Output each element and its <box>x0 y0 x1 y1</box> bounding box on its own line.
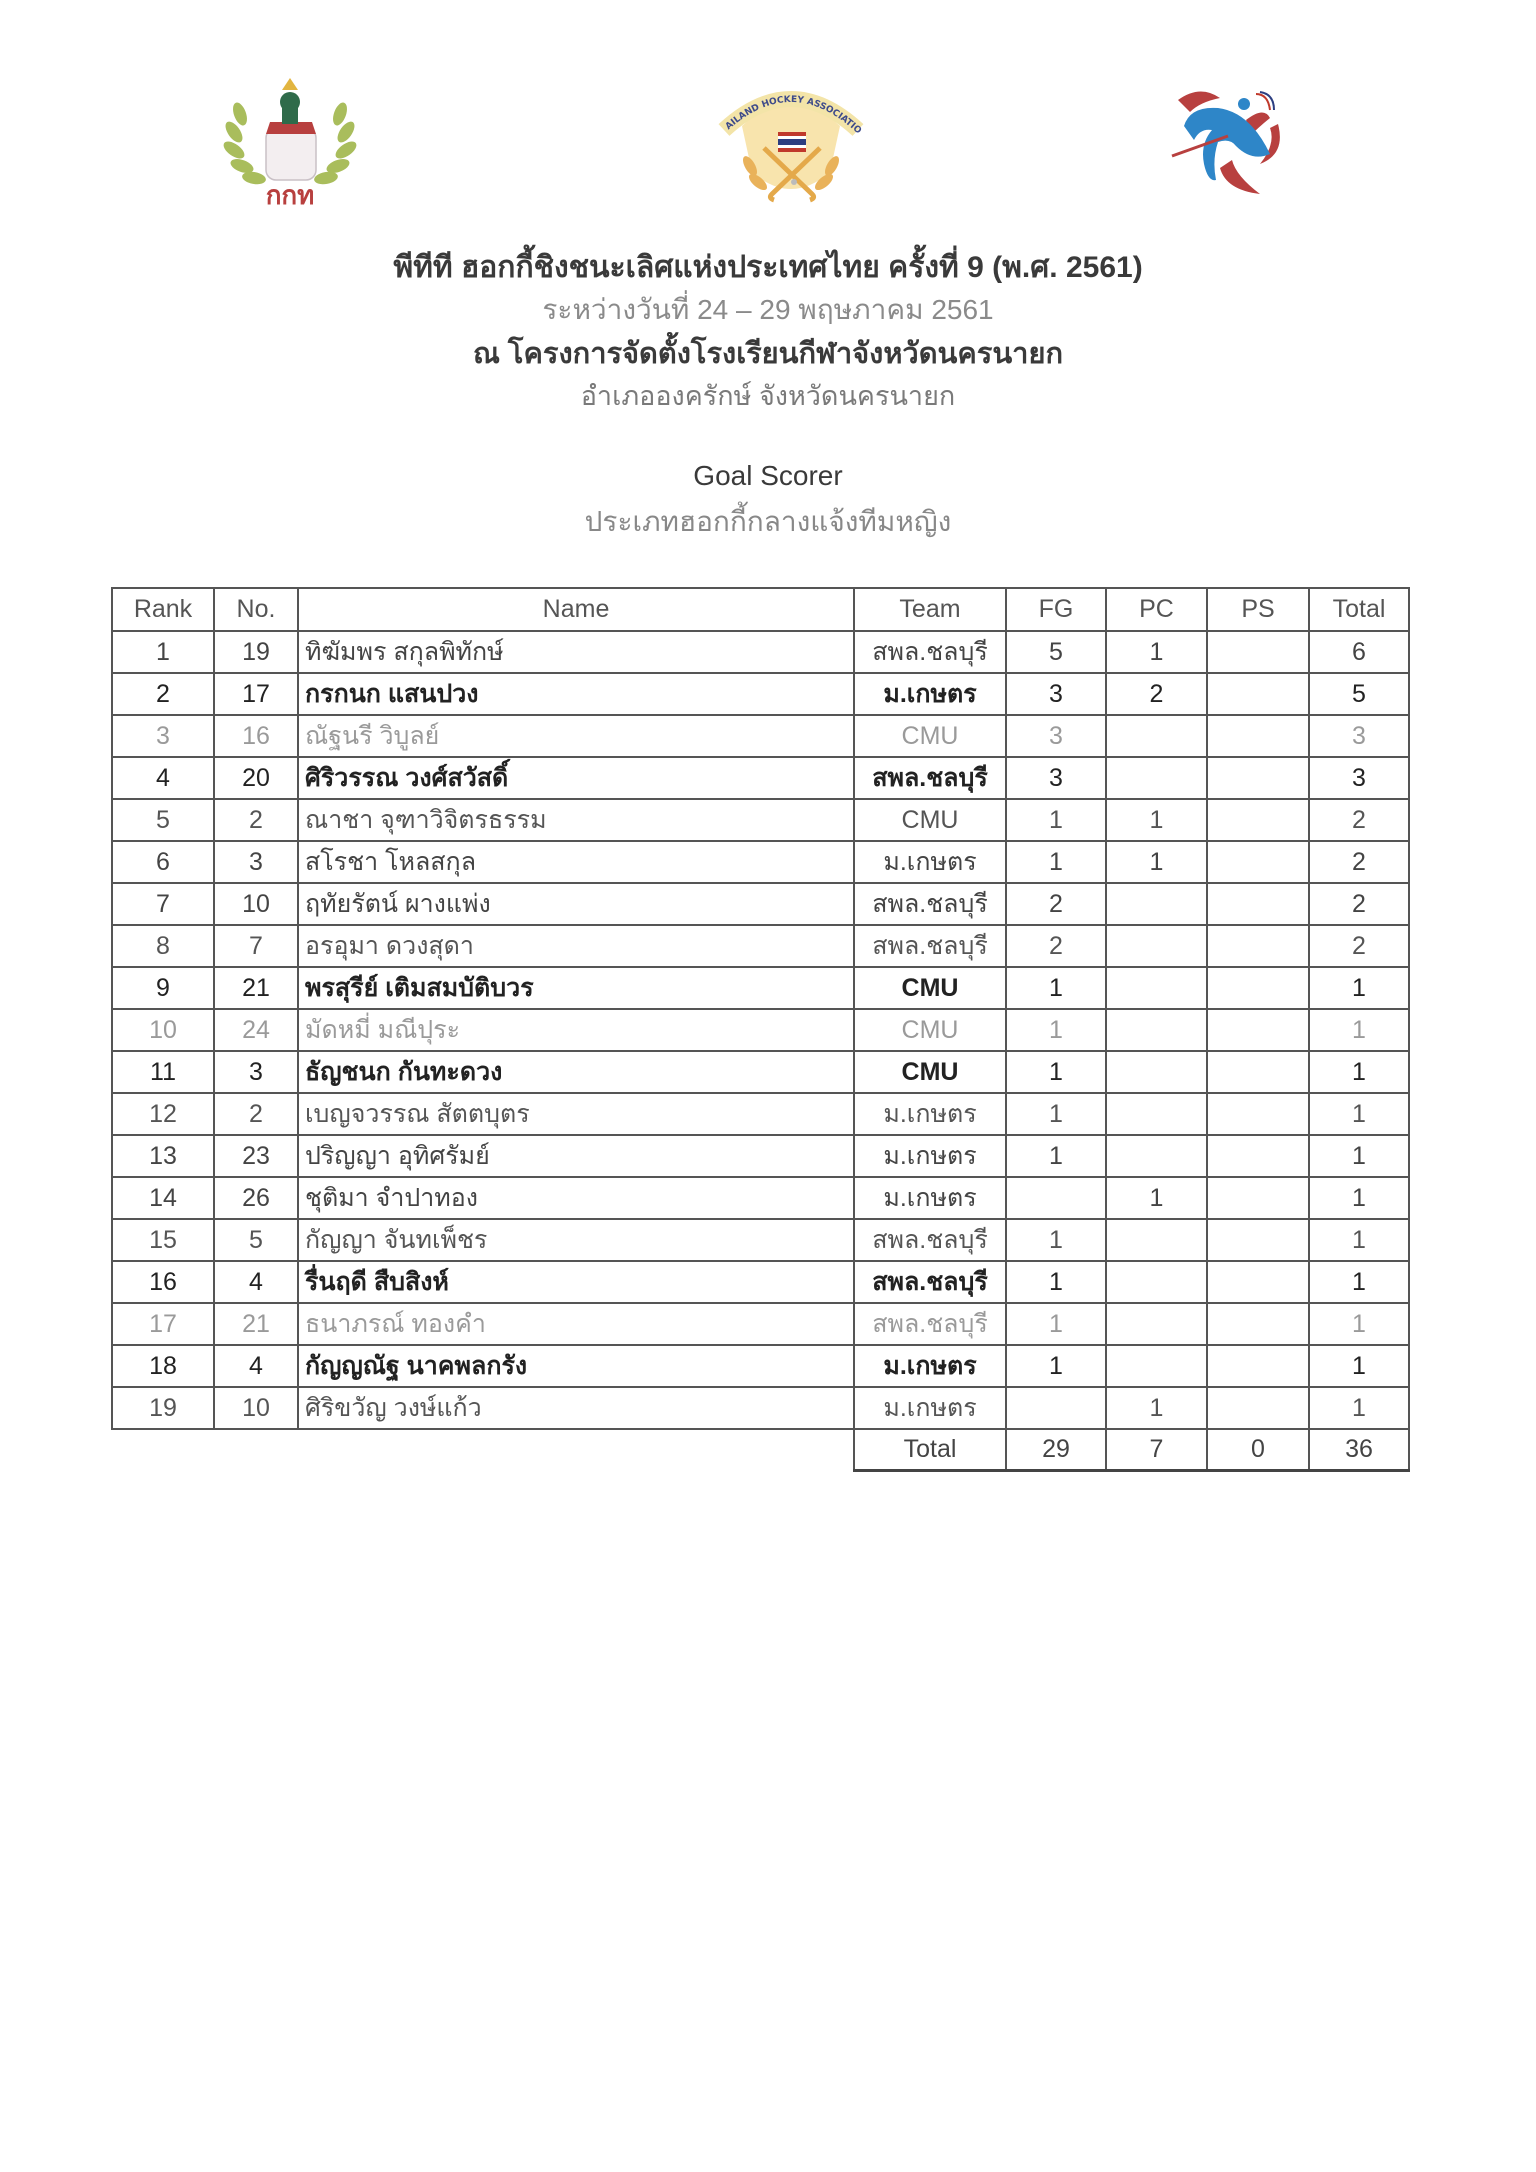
number-cell: 23 <box>214 1135 298 1177</box>
number-cell: 21 <box>214 967 298 1009</box>
total-cell: 1 <box>1309 1009 1409 1051</box>
name-cell: ศิริขวัญ วงษ์แก้ว <box>298 1387 854 1429</box>
pc-cell <box>1106 757 1207 799</box>
pc-cell <box>1106 1135 1207 1177</box>
team-cell: ม.เกษตร <box>854 1093 1006 1135</box>
fg-cell: 1 <box>1006 799 1106 841</box>
pc-cell <box>1106 715 1207 757</box>
column-header-pc: PC <box>1106 588 1207 631</box>
number-cell: 21 <box>214 1303 298 1345</box>
table-row <box>112 967 1409 1009</box>
name-cell: ณาชา จุฑาวิจิตรธรรม <box>298 799 854 841</box>
pc-cell <box>1106 1009 1207 1051</box>
total-cell: 1 <box>1309 1093 1409 1135</box>
pc-cell: 1 <box>1106 799 1207 841</box>
rank-cell: 17 <box>112 1303 214 1345</box>
total-cell: 6 <box>1309 631 1409 673</box>
rank-cell: 7 <box>112 883 214 925</box>
fg-cell: 3 <box>1006 715 1106 757</box>
rank-cell: 12 <box>112 1093 214 1135</box>
name-cell: สโรชา โหลสกุล <box>298 841 854 883</box>
totals-fg: 29 <box>1006 1429 1106 1471</box>
total-cell: 1 <box>1309 1219 1409 1261</box>
table-row <box>112 1345 1409 1387</box>
fg-cell: 1 <box>1006 1219 1106 1261</box>
thailand-hockey-association-logo <box>712 86 870 210</box>
team-cell: ม.เกษตร <box>854 673 1006 715</box>
total-cell: 1 <box>1309 1135 1409 1177</box>
event-dates: ระหว่างวันที่ 24 – 29 พฤษภาคม 2561 <box>542 294 994 325</box>
ps-cell <box>1207 841 1309 883</box>
fg-cell: 1 <box>1006 1345 1106 1387</box>
ps-cell <box>1207 1345 1309 1387</box>
event-title: พีทีที ฮอกกี้ชิงชนะเลิศแห่งประเทศไทย ครั้งที่ 9 (พ.ศ. 2561) <box>393 251 1143 284</box>
fg-cell <box>1006 1177 1106 1219</box>
hockey-player-logo <box>1160 80 1306 198</box>
rank-cell: 11 <box>112 1051 214 1093</box>
column-header-name: Name <box>298 588 854 631</box>
table-row <box>112 1387 1409 1429</box>
team-cell: ม.เกษตร <box>854 841 1006 883</box>
number-cell: 24 <box>214 1009 298 1051</box>
name-cell: กัญญา จันทเพ็ชร <box>298 1219 854 1261</box>
pc-cell: 1 <box>1106 1177 1207 1219</box>
total-cell: 2 <box>1309 883 1409 925</box>
number-cell: 26 <box>214 1177 298 1219</box>
name-cell: รื่นฤดี สืบสิงห์ <box>298 1261 854 1303</box>
number-cell: 5 <box>214 1219 298 1261</box>
column-header-team: Team <box>854 588 1006 631</box>
totals-ps: 0 <box>1207 1429 1309 1471</box>
total-cell: 1 <box>1309 1261 1409 1303</box>
fg-cell: 3 <box>1006 757 1106 799</box>
total-cell: 1 <box>1309 967 1409 1009</box>
number-cell: 10 <box>214 1387 298 1429</box>
pc-cell: 1 <box>1106 631 1207 673</box>
rank-cell: 15 <box>112 1219 214 1261</box>
pc-cell <box>1106 967 1207 1009</box>
rank-cell: 13 <box>112 1135 214 1177</box>
fg-cell: 1 <box>1006 1051 1106 1093</box>
table-header-row <box>112 588 1409 631</box>
team-cell: ม.เกษตร <box>854 1387 1006 1429</box>
ps-cell <box>1207 1219 1309 1261</box>
ps-cell <box>1207 1051 1309 1093</box>
name-cell: ฤทัยรัตน์ ผางแพ่ง <box>298 883 854 925</box>
name-cell: พรสุรีย์ เติมสมบัติบวร <box>298 967 854 1009</box>
ps-cell <box>1207 715 1309 757</box>
number-cell: 20 <box>214 757 298 799</box>
table-row <box>112 715 1409 757</box>
number-cell: 16 <box>214 715 298 757</box>
rank-cell: 10 <box>112 1009 214 1051</box>
totals-label: Total <box>854 1429 1006 1471</box>
team-cell: สพล.ชลบุรี <box>854 1219 1006 1261</box>
pc-cell <box>1106 1303 1207 1345</box>
rank-cell: 2 <box>112 673 214 715</box>
total-cell: 2 <box>1309 925 1409 967</box>
table-row <box>112 673 1409 715</box>
totals-total: 36 <box>1309 1429 1409 1471</box>
fg-cell: 1 <box>1006 1303 1106 1345</box>
team-cell: ม.เกษตร <box>854 1345 1006 1387</box>
table-row <box>112 1009 1409 1051</box>
rank-cell: 6 <box>112 841 214 883</box>
fg-cell: 1 <box>1006 1261 1106 1303</box>
team-cell: CMU <box>854 1051 1006 1093</box>
ps-cell <box>1207 757 1309 799</box>
name-cell: มัดหมี่ มณีปุระ <box>298 1009 854 1051</box>
table-row <box>112 799 1409 841</box>
fg-cell <box>1006 1387 1106 1429</box>
fg-cell: 3 <box>1006 673 1106 715</box>
table-row <box>112 925 1409 967</box>
sports-authority-logo <box>218 74 362 210</box>
ps-cell <box>1207 1177 1309 1219</box>
total-cell: 5 <box>1309 673 1409 715</box>
column-header-ps: PS <box>1207 588 1309 631</box>
pc-cell <box>1106 925 1207 967</box>
name-cell: ธัญชนก กันทะดวง <box>298 1051 854 1093</box>
table-row <box>112 1051 1409 1093</box>
ps-cell <box>1207 1009 1309 1051</box>
pc-cell <box>1106 883 1207 925</box>
fg-cell: 2 <box>1006 925 1106 967</box>
team-cell: สพล.ชลบุรี <box>854 1261 1006 1303</box>
table-row <box>112 841 1409 883</box>
name-cell: อรอุมา ดวงสุดา <box>298 925 854 967</box>
name-cell: ณัฐนรี วิบูลย์ <box>298 715 854 757</box>
team-cell: CMU <box>854 1009 1006 1051</box>
event-district: อำเภอองครักษ์ จังหวัดนครนายก <box>580 381 956 411</box>
fg-cell: 1 <box>1006 967 1106 1009</box>
fg-cell: 5 <box>1006 631 1106 673</box>
rank-cell: 9 <box>112 967 214 1009</box>
goal-scorer-table <box>111 587 1410 1472</box>
team-cell: สพล.ชลบุรี <box>854 925 1006 967</box>
fg-cell: 1 <box>1006 1009 1106 1051</box>
report-category: ประเภทฮอกกี้กลางแจ้งทีมหญิง <box>584 506 952 537</box>
rank-cell: 14 <box>112 1177 214 1219</box>
ps-cell <box>1207 1303 1309 1345</box>
total-cell: 1 <box>1309 1177 1409 1219</box>
totals-pc: 7 <box>1106 1429 1207 1471</box>
number-cell: 3 <box>214 1051 298 1093</box>
pc-cell <box>1106 1261 1207 1303</box>
logo-letters: กกท <box>265 181 315 210</box>
name-cell: ศิริวรรณ วงศ์สวัสดิ์ <box>298 757 854 799</box>
table-row <box>112 757 1409 799</box>
rank-cell: 4 <box>112 757 214 799</box>
number-cell: 19 <box>214 631 298 673</box>
total-cell: 1 <box>1309 1303 1409 1345</box>
team-cell: CMU <box>854 715 1006 757</box>
table-row <box>112 631 1409 673</box>
number-cell: 2 <box>214 1093 298 1135</box>
fg-cell: 2 <box>1006 883 1106 925</box>
fg-cell: 1 <box>1006 841 1106 883</box>
team-cell: CMU <box>854 799 1006 841</box>
table-row <box>112 1219 1409 1261</box>
name-cell: กัญญณัฐ นาคพลกรัง <box>298 1345 854 1387</box>
pc-cell <box>1106 1345 1207 1387</box>
total-cell: 1 <box>1309 1345 1409 1387</box>
pc-cell <box>1106 1093 1207 1135</box>
fg-cell: 1 <box>1006 1093 1106 1135</box>
pc-cell: 1 <box>1106 841 1207 883</box>
column-header-fg: FG <box>1006 588 1106 631</box>
ps-cell <box>1207 799 1309 841</box>
team-cell: CMU <box>854 967 1006 1009</box>
number-cell: 17 <box>214 673 298 715</box>
table-row <box>112 1177 1409 1219</box>
table-row <box>112 1303 1409 1345</box>
total-cell: 3 <box>1309 715 1409 757</box>
name-cell: ทิฆัมพร สกุลพิทักษ์ <box>298 631 854 673</box>
total-cell: 3 <box>1309 757 1409 799</box>
number-cell: 2 <box>214 799 298 841</box>
table-row <box>112 1093 1409 1135</box>
pc-cell <box>1106 1051 1207 1093</box>
table-row <box>112 1261 1409 1303</box>
totals-spacer <box>112 1429 854 1471</box>
column-header-rank: Rank <box>112 588 214 631</box>
ps-cell <box>1207 631 1309 673</box>
number-cell: 10 <box>214 883 298 925</box>
number-cell: 4 <box>214 1345 298 1387</box>
team-cell: ม.เกษตร <box>854 1177 1006 1219</box>
team-cell: สพล.ชลบุรี <box>854 631 1006 673</box>
rank-cell: 18 <box>112 1345 214 1387</box>
rank-cell: 5 <box>112 799 214 841</box>
ps-cell <box>1207 883 1309 925</box>
ps-cell <box>1207 967 1309 1009</box>
ps-cell <box>1207 1135 1309 1177</box>
fg-cell: 1 <box>1006 1135 1106 1177</box>
rank-cell: 16 <box>112 1261 214 1303</box>
total-cell: 1 <box>1309 1387 1409 1429</box>
number-cell: 4 <box>214 1261 298 1303</box>
name-cell: ชุติมา จำปาทอง <box>298 1177 854 1219</box>
table-row <box>112 1135 1409 1177</box>
total-cell: 2 <box>1309 841 1409 883</box>
rank-cell: 19 <box>112 1387 214 1429</box>
table-row <box>112 883 1409 925</box>
name-cell: กรกนก แสนปวง <box>298 673 854 715</box>
ps-cell <box>1207 673 1309 715</box>
team-cell: ม.เกษตร <box>854 1135 1006 1177</box>
ps-cell <box>1207 1261 1309 1303</box>
team-cell: สพล.ชลบุรี <box>854 757 1006 799</box>
rank-cell: 1 <box>112 631 214 673</box>
name-cell: ปริญญา อุทิศรัมย์ <box>298 1135 854 1177</box>
name-cell: เบญจวรรณ สัตตบุตร <box>298 1093 854 1135</box>
total-cell: 2 <box>1309 799 1409 841</box>
ps-cell <box>1207 925 1309 967</box>
report-title: Goal Scorer <box>693 460 843 491</box>
ps-cell <box>1207 1387 1309 1429</box>
column-header-no: No. <box>214 588 298 631</box>
column-header-total: Total <box>1309 588 1409 631</box>
name-cell: ธนาภรณ์ ทองคำ <box>298 1303 854 1345</box>
ps-cell <box>1207 1093 1309 1135</box>
svg-text:THAILAND HOCKEY ASSOCIATION: AILAND HOCKEY ASSOCIATIO <box>723 94 863 137</box>
rank-cell: 3 <box>112 715 214 757</box>
totals-row <box>112 1429 1409 1471</box>
rank-cell: 8 <box>112 925 214 967</box>
team-cell: สพล.ชลบุรี <box>854 883 1006 925</box>
number-cell: 3 <box>214 841 298 883</box>
pc-cell <box>1106 1219 1207 1261</box>
total-cell: 1 <box>1309 1051 1409 1093</box>
number-cell: 7 <box>214 925 298 967</box>
team-cell: สพล.ชลบุรี <box>854 1303 1006 1345</box>
pc-cell: 2 <box>1106 673 1207 715</box>
pc-cell: 1 <box>1106 1387 1207 1429</box>
event-venue: ณ โครงการจัดตั้งโรงเรียนกีฬาจังหวัดนครนายก <box>472 338 1064 370</box>
